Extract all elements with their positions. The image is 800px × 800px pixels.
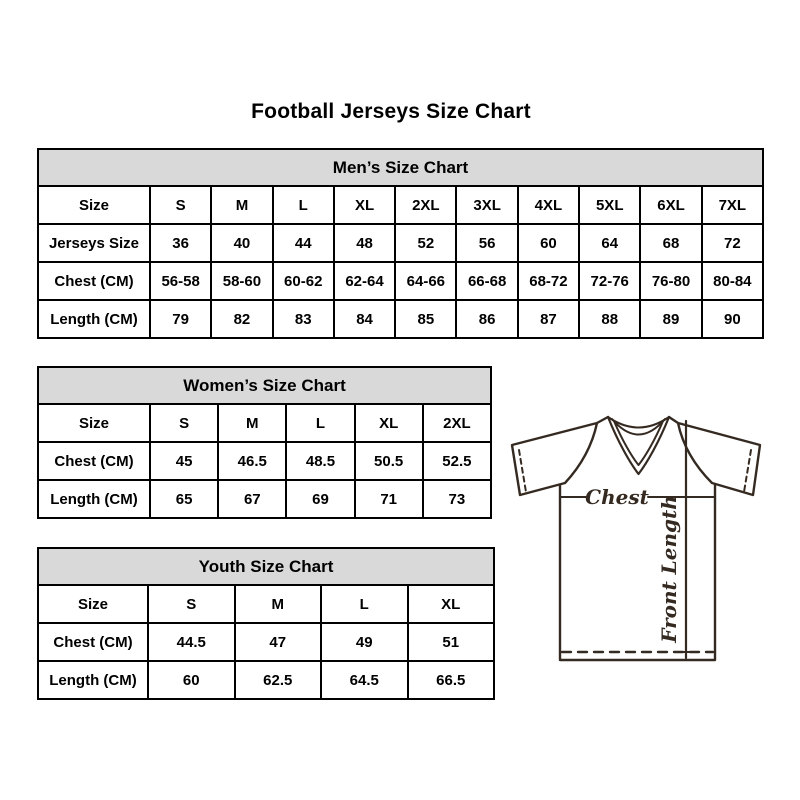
womens-value-cell: 48.5: [286, 442, 354, 480]
womens-value-cell: 52.5: [423, 442, 491, 480]
womens-value-cell: 65: [150, 480, 218, 518]
jersey-measurement-diagram: [502, 406, 768, 668]
womens-value-cell: M: [218, 404, 286, 442]
mens-value-cell: 40: [211, 224, 272, 262]
mens-row-label: Jerseys Size: [38, 224, 150, 262]
womens-value-cell: 46.5: [218, 442, 286, 480]
mens-value-cell: 2XL: [395, 186, 456, 224]
mens-value-cell: 62-64: [334, 262, 395, 300]
womens-value-cell: 50.5: [355, 442, 423, 480]
jersey-body-outline: [560, 485, 715, 660]
mens-value-cell: S: [150, 186, 211, 224]
youth-value-cell: 47: [235, 623, 322, 661]
youth-header-row: [38, 548, 494, 585]
youth-row-1: [38, 623, 494, 661]
womens-row-1: [38, 442, 491, 480]
mens-value-cell: 56-58: [150, 262, 211, 300]
jersey-right-sleeve: [669, 417, 760, 495]
womens-value-cell: 67: [218, 480, 286, 518]
womens-row-label: Length (CM): [38, 480, 150, 518]
womens-row-label: Size: [38, 404, 150, 442]
jersey-left-sleeve: [512, 417, 608, 495]
youth-value-cell: 49: [321, 623, 408, 661]
youth-value-cell: 44.5: [148, 623, 235, 661]
womens-value-cell: 71: [355, 480, 423, 518]
youth-value-cell: 64.5: [321, 661, 408, 699]
mens-value-cell: 85: [395, 300, 456, 338]
mens-value-cell: 58-60: [211, 262, 272, 300]
mens-value-cell: 79: [150, 300, 211, 338]
womens-row-0: [38, 404, 491, 442]
womens-row-label: Chest (CM): [38, 442, 150, 480]
youth-value-cell: XL: [408, 585, 495, 623]
youth-size-table: [37, 547, 495, 700]
right-cuff-dashed-seam: [744, 450, 751, 492]
mens-row-label: Size: [38, 186, 150, 224]
mens-value-cell: 60-62: [273, 262, 334, 300]
womens-value-cell: 73: [423, 480, 491, 518]
jersey-diagram-svg: [502, 406, 768, 668]
mens-value-cell: 87: [518, 300, 579, 338]
womens-header-row: [38, 367, 491, 404]
mens-value-cell: 4XL: [518, 186, 579, 224]
mens-value-cell: 44: [273, 224, 334, 262]
mens-value-cell: 80-84: [702, 262, 763, 300]
mens-value-cell: 66-68: [456, 262, 517, 300]
mens-value-cell: 72: [702, 224, 763, 262]
mens-value-cell: 7XL: [702, 186, 763, 224]
mens-value-cell: 48: [334, 224, 395, 262]
mens-size-table: [37, 148, 764, 339]
mens-value-cell: 60: [518, 224, 579, 262]
youth-row-label: Chest (CM): [38, 623, 148, 661]
mens-value-cell: L: [273, 186, 334, 224]
mens-value-cell: 36: [150, 224, 211, 262]
youth-value-cell: 60: [148, 661, 235, 699]
womens-value-cell: 2XL: [423, 404, 491, 442]
youth-value-cell: L: [321, 585, 408, 623]
mens-value-cell: 52: [395, 224, 456, 262]
mens-value-cell: 56: [456, 224, 517, 262]
mens-value-cell: 64: [579, 224, 640, 262]
womens-value-cell: S: [150, 404, 218, 442]
mens-value-cell: 84: [334, 300, 395, 338]
mens-value-cell: 82: [211, 300, 272, 338]
mens-value-cell: 64-66: [395, 262, 456, 300]
womens-value-cell: XL: [355, 404, 423, 442]
youth-value-cell: M: [235, 585, 322, 623]
youth-table-title: Youth Size Chart: [38, 548, 494, 585]
mens-row-2: [38, 262, 763, 300]
mens-value-cell: 86: [456, 300, 517, 338]
mens-row-3: [38, 300, 763, 338]
mens-value-cell: 72-76: [579, 262, 640, 300]
mens-value-cell: 76-80: [640, 262, 701, 300]
mens-row-1: [38, 224, 763, 262]
left-cuff-dashed-seam: [519, 450, 526, 492]
youth-row-label: Length (CM): [38, 661, 148, 699]
mens-row-0: [38, 186, 763, 224]
youth-row-2: [38, 661, 494, 699]
mens-value-cell: 5XL: [579, 186, 640, 224]
mens-value-cell: 89: [640, 300, 701, 338]
mens-value-cell: 68-72: [518, 262, 579, 300]
youth-value-cell: 51: [408, 623, 495, 661]
mens-value-cell: 83: [273, 300, 334, 338]
womens-table-title: Women’s Size Chart: [38, 367, 491, 404]
youth-row-0: [38, 585, 494, 623]
youth-value-cell: 62.5: [235, 661, 322, 699]
mens-value-cell: 90: [702, 300, 763, 338]
womens-value-cell: L: [286, 404, 354, 442]
mens-header-row: [38, 149, 763, 186]
mens-value-cell: 88: [579, 300, 640, 338]
mens-value-cell: 68: [640, 224, 701, 262]
youth-row-label: Size: [38, 585, 148, 623]
mens-value-cell: M: [211, 186, 272, 224]
womens-value-cell: 45: [150, 442, 218, 480]
womens-size-table: [37, 366, 492, 519]
youth-value-cell: S: [148, 585, 235, 623]
front-length-label: Front Length: [657, 495, 681, 643]
page-title: Football Jerseys Size Chart: [251, 100, 531, 123]
mens-value-cell: 3XL: [456, 186, 517, 224]
youth-value-cell: 66.5: [408, 661, 495, 699]
mens-value-cell: 6XL: [640, 186, 701, 224]
mens-row-label: Length (CM): [38, 300, 150, 338]
chest-label: Chest: [585, 485, 649, 509]
womens-value-cell: 69: [286, 480, 354, 518]
mens-row-label: Chest (CM): [38, 262, 150, 300]
mens-value-cell: XL: [334, 186, 395, 224]
mens-table-title: Men’s Size Chart: [38, 149, 763, 186]
womens-row-2: [38, 480, 491, 518]
